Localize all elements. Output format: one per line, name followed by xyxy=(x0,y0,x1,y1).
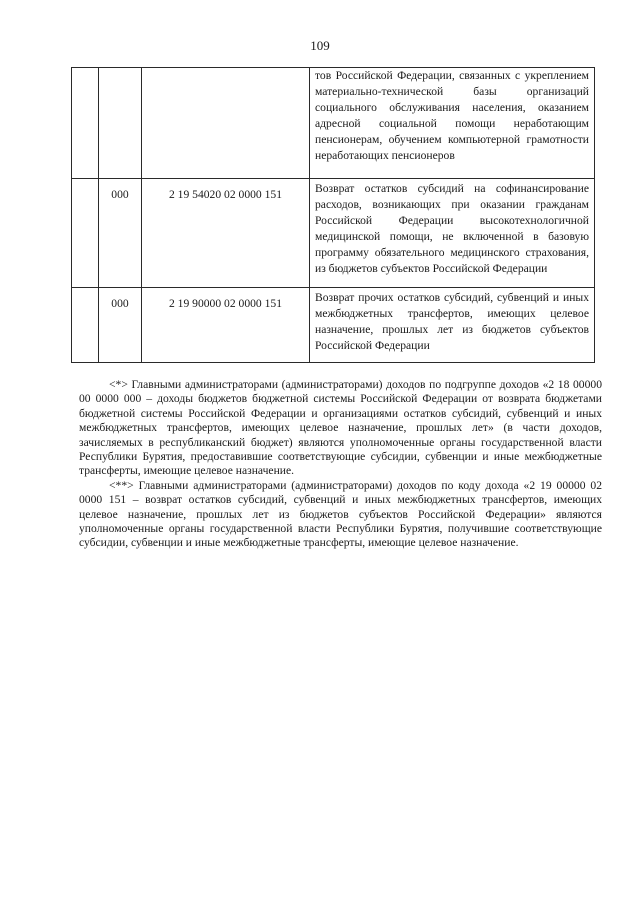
table-row xyxy=(72,288,595,363)
blank-cell xyxy=(72,288,99,363)
revenue-code-cell: 2 19 90000 02 0000 151 xyxy=(142,288,310,363)
footnote-2: <**> Главными администраторами (администраторами) доходов по коду дохода «2 19 00000 02 0000 151 – возврат остатков субсидий, субвенций и иных межбюджетных трансфертов, имеющих целевое назначение, прошлых лет из бюджетов субъектов Российской Федерации» являются уполномоченные органы государственной власти Республики Бурятия, получившие соответствующие субсидии, субвенции и иные межбюджетные трансферты, имеющие целевое назначение. xyxy=(79,478,602,550)
admin-code-cell: 000 xyxy=(99,179,142,288)
admin-code-cell xyxy=(99,68,142,179)
description-cell: тов Российской Федерации, связанных с укреплением материально-технической базы организаций социального обслуживания населения, оказанием адресной социальной помощи неработающим пенсионерам, обучением компьютерной грамотности неработающих пенсионеров xyxy=(310,68,595,179)
footnote-1: <*> Главными администраторами (администраторами) доходов по подгруппе доходов «2 18 00000 00 0000 000 – доходы бюджетов бюджетной системы Российской Федерации от возврата бюджетами бюджетной системы Российской Федерации и организациями остатков субсидий, субвенций и иных межбюджетных трансфертов, имеющих целевое назначение, прошлых лет» (в части доходов, зачисляемых в республиканский бюджет) являются уполномоченные органы государственной власти Республики Бурятия, предоставившие соответствующие субсидии, субвенции и иные межбюджетные трансферты, имеющие целевое назначение. xyxy=(79,378,602,478)
blank-cell xyxy=(72,68,99,179)
table-row xyxy=(72,179,595,288)
admin-code-cell: 000 xyxy=(99,288,142,363)
description-cell: Возврат остатков субсидий на софинансирование расходов, возникающих при оказании гражданам Российской Федерации высокотехнологичной медицинской помощи, не включенной в базовую программу обязательного медицинского страхования, из бюджетов субъектов Российской Федерации xyxy=(310,179,595,288)
description-cell: Возврат прочих остатков субсидий, субвенций и иных межбюджетных трансфертов, имеющих целевое назначение, прошлых лет из бюджетов субъектов Российской Федерации xyxy=(310,288,595,363)
revenue-code-cell: 2 19 54020 02 0000 151 xyxy=(142,179,310,288)
footnotes xyxy=(79,378,602,551)
blank-cell xyxy=(72,179,99,288)
table-row xyxy=(72,68,595,179)
page-number: 109 xyxy=(310,38,330,53)
revenue-code-cell xyxy=(142,68,310,179)
revenue-table xyxy=(71,67,595,363)
